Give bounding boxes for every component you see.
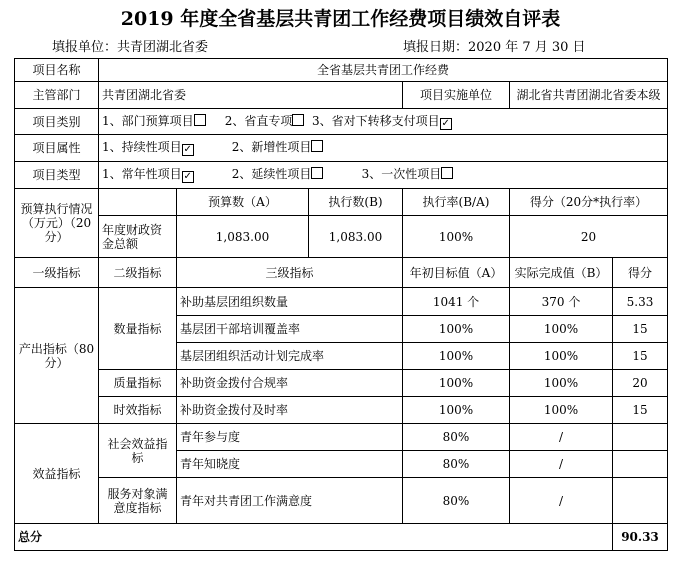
indicator-score: 15 (613, 343, 668, 370)
indicator-name: 基层团干部培训覆盖率 (177, 316, 403, 343)
indicator-target: 100% (403, 370, 510, 397)
page-title: 2019 年度全省基层共青团工作经费项目绩效自评表 (120, 8, 561, 30)
dept-label: 主管部门 (15, 82, 99, 109)
category-option-3: 3、省对下转移支付项目 (312, 113, 440, 128)
indicator-name: 补助基层团组织数量 (177, 288, 403, 316)
category-option-1: 1、部门预算项目 (102, 113, 194, 128)
budget-row-label: 年度财政资金总额 (99, 216, 177, 258)
checkbox-icon (311, 140, 323, 152)
indicator-target: 100% (403, 397, 510, 424)
project-name-value: 全省基层共青团工作经费 (99, 59, 668, 82)
checkbox-icon (441, 167, 453, 179)
satisfaction-label: 服务对象满意度指标 (99, 478, 177, 524)
budget-value-b: 1,083.00 (309, 216, 403, 258)
budget-header-a: 预算数（A） (177, 189, 309, 216)
attribute-option-1: 1、持续性项目 (102, 140, 182, 154)
indicator-score: 15 (613, 316, 668, 343)
attribute-options (99, 135, 668, 162)
header-target: 年初目标值（A） (403, 258, 510, 288)
indicator-actual: 100% (510, 370, 613, 397)
type-label: 项目类型 (15, 162, 99, 189)
checked-checkbox-icon: ✓ (441, 117, 450, 129)
dept-row (15, 82, 668, 109)
attribute-label: 项目属性 (15, 135, 99, 162)
total-value: 90.33 (613, 524, 668, 551)
budget-header-blank (99, 189, 177, 216)
table-row (15, 397, 668, 424)
indicator-name: 补助资金拨付合规率 (177, 370, 403, 397)
indicator-actual: 100% (510, 316, 613, 343)
indicator-target: 1041 个 (403, 288, 510, 316)
benefit-label: 效益指标 (15, 424, 99, 524)
filler-unit: 填报单位：共青团湖北省委 (52, 40, 209, 55)
indicator-target: 80% (403, 424, 510, 451)
type-option-3: 3、一次性项目 (361, 167, 442, 181)
header-level3: 三级指标 (177, 258, 403, 288)
indicator-score: 15 (613, 397, 668, 424)
fill-date: 填报日期：2020 年 7 月 30 日 (403, 40, 586, 55)
indicator-header-row (15, 258, 668, 288)
budget-header-row (15, 189, 668, 216)
category-option-2: 2、省直专项 (224, 113, 293, 128)
table-row (15, 288, 668, 316)
type-row (15, 162, 668, 189)
impl-value: 湖北省共青团湖北省委本级 (510, 82, 668, 109)
timeliness-label: 时效指标 (99, 397, 177, 424)
budget-header-rate: 执行率(B/A) (403, 189, 510, 216)
output-label: 产出指标（80分） (15, 288, 99, 424)
indicator-actual: 370 个 (510, 288, 613, 316)
header-score: 得分 (613, 258, 668, 288)
evaluation-table (14, 58, 668, 551)
budget-header-score: 得分（20分*执行率） (510, 189, 668, 216)
project-name-row (15, 59, 668, 82)
category-options (99, 109, 668, 135)
type-options (99, 162, 668, 189)
header-level2: 二级指标 (99, 258, 177, 288)
budget-value-score: 20 (510, 216, 668, 258)
indicator-name: 青年对共青团工作满意度 (177, 478, 403, 524)
checked-checkbox-icon: ✓ (183, 144, 192, 155)
indicator-score (613, 424, 668, 451)
indicator-actual: / (510, 451, 613, 478)
indicator-name: 青年知晓度 (177, 451, 403, 478)
quality-label: 质量指标 (99, 370, 177, 397)
type-option-1: 1、常年性项目 (102, 167, 182, 181)
type-option-2: 2、延续性项目 (231, 167, 312, 181)
indicator-score: 5.33 (613, 288, 668, 316)
budget-header-b: 执行数(B) (309, 189, 403, 216)
budget-value-row (15, 216, 668, 258)
indicator-score: 20 (613, 370, 668, 397)
impl-label: 项目实施单位 (403, 82, 510, 109)
project-name-label: 项目名称 (15, 59, 99, 82)
attribute-option-2: 2、新增性项目 (231, 140, 312, 154)
indicator-actual: 100% (510, 397, 613, 424)
budget-value-a: 1,083.00 (177, 216, 309, 258)
dept-value: 共青团湖北省委 (99, 82, 403, 109)
checkbox-icon (194, 114, 206, 126)
quantity-label: 数量指标 (99, 288, 177, 370)
category-label: 项目类别 (15, 109, 99, 135)
total-label: 总分 (15, 524, 613, 551)
indicator-target: 80% (403, 478, 510, 524)
indicator-score (613, 451, 668, 478)
budget-value-rate: 100% (403, 216, 510, 258)
indicator-name: 青年参与度 (177, 424, 403, 451)
header-actual: 实际完成值（B） (510, 258, 613, 288)
checked-checkbox-icon: ✓ (183, 171, 192, 182)
indicator-score (613, 478, 668, 524)
indicator-actual: 100% (510, 343, 613, 370)
table-row (15, 424, 668, 451)
indicator-actual: / (510, 478, 613, 524)
budget-label: 预算执行情况（万元）（20分） (15, 189, 99, 258)
checkbox-icon (311, 167, 323, 179)
category-row (15, 109, 668, 135)
indicator-target: 80% (403, 451, 510, 478)
table-row (15, 370, 668, 397)
attribute-row (15, 135, 668, 162)
checkbox-icon (292, 114, 304, 126)
social-label: 社会效益指标 (99, 424, 177, 478)
indicator-name: 基层团组织活动计划完成率 (177, 343, 403, 370)
header-level1: 一级指标 (15, 258, 99, 288)
total-row (15, 524, 668, 551)
indicator-target: 100% (403, 343, 510, 370)
indicator-name: 补助资金拨付及时率 (177, 397, 403, 424)
indicator-target: 100% (403, 316, 510, 343)
table-row (15, 478, 668, 524)
indicator-actual: / (510, 424, 613, 451)
